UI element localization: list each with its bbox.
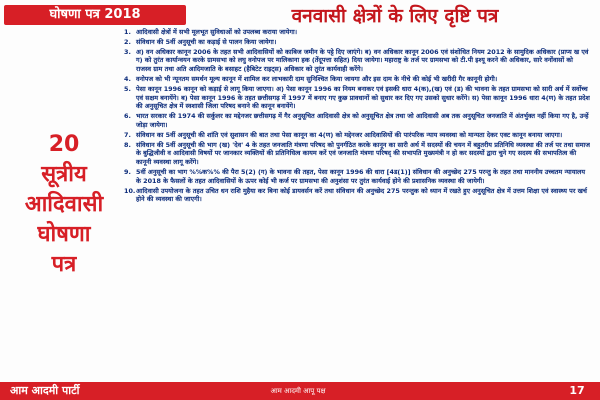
side-title-line: 20 (48, 132, 80, 157)
item-text: भारत सरकार की 1974 की सर्कुलर का मद्देनजर छत्तीसगढ़ में गैर अनुसूचित आदिवासी क्षेत्र को अनुसूचित क्षेत्र तथा जो आदिवासी अब तक अनुसूचित जनजाति में अंतर्भुक्त नहीं किया गए है, उन्हें जोड़ा जायेगा। (136, 112, 589, 129)
item-number: 8. (124, 140, 131, 149)
item-number: 10. (124, 186, 136, 195)
item-text: आदिवासी क्षेत्रों में सभी मूलभूत सुविधाओं को उपलब्ध कराया जायेगा। (136, 28, 298, 36)
list-item (124, 187, 590, 205)
item-number: 9. (124, 167, 131, 176)
item-text: संविधान की 5वीं अनुसूची की भाग (ख) 'देव' 4 के तहत जनजाति मंत्रणा परिषद को पुनर्गठित करके कानून का सारी अर्थ में सदस्यों की चयन में बहुतरीय प्रतिनिधि व्यवस्था की तर्ज पर तथा समाज के बुद्धिजीवी व आदिवासी विषयों पर जानकार व्यक्तियों की प्रतिनिधित्व कायम करें एवं जनजाति मंत्रणा परिषद् की सभापति मुख्यमंत्री न हो कर सदस्यों द्वारा चुने गए सदस्य की सभापतित्व की कानूनी व्यवस्था लागू करेंगे। (136, 140, 590, 167)
page-number: 17 (569, 384, 585, 397)
list-item (124, 75, 590, 84)
item-text: 5वीं अनुसूची का भाग %%क%% की पैरा 5(2) (ग) के भावना की तहत, पेसा कानून 1996 की धारा [4ड(1)] संविधान की अनुच्छेद 275 परन्तु के तहत तथा माननीय उच्चतम न्यायालय के 2018 के फैसलों के तहत आदिवासियों के ऊपर कोई भी कर्ज पर ग्रामसभा की अनुशंसा पर तुरंत कार्यवाई होने की प्रशासनिक व्यवस्था की जायेगी। (136, 167, 586, 185)
side-title-line: पत्र (51, 252, 77, 277)
manifesto-list (124, 28, 590, 380)
party-name: आम आदमी पार्टी (10, 384, 80, 397)
side-title-line: घोषणा (37, 222, 91, 247)
item-text: अ) वन अधिकार कानून 2006 के तहत सभी आदिवासियों को काबिज जमीन के पट्टे दिए जाएंगे। ब) वन अधिकार कानून 2006 एवं संशोधित नियम 2012 के सामुदिक अधिकार (प्राप्य ख एवं ग) को तुरंत कार्यान्वयन करके ग्रामसभा को लघु वनोपज पर मालिकाना हक (तेंदूपत्ता सहित) दिया जायेगा। महाराष्ट्र के तर्ज पर ग्रामसभा को टी.पी इश्यू करने की अधिकार, सारे वनोंवासों को राजस्व ग्राम तथा अति आदिमजाति के बसाहट (हैबिटेट राइट्स) अधिकार को तुरंत कार्यवाही करेंगे। (136, 47, 589, 74)
item-text: संविधान की 5वीं अनुसूची का कड़ाई से पालन किया जायेगा। (136, 37, 277, 46)
list-item (124, 28, 590, 37)
item-number: 1. (124, 28, 131, 36)
item-number: 4. (124, 74, 131, 83)
list-item (124, 168, 590, 186)
list-item (124, 85, 590, 111)
manifesto-badge: घोषणा पत्र 2018 (4, 5, 186, 25)
side-title-line: सूत्रीय (41, 162, 87, 187)
page-title: वनवासी क्षेत्रों के लिए दृष्टि पत्र (291, 5, 499, 27)
list-item (124, 48, 590, 74)
item-text: पेसा कानून 1996 कानून को कड़ाई से लागू किया जाएगा। अ) पेसा कानून 1996 का नियम बनाकर एवं इसकी धारा 4(क),(ख) एवं (ड) की भावना के तहत ग्रामसभा को सारी अर्थ में सर्वोच्च एवं सक्षम बनायेंगे। ब) पेसा कानून 1996 के तहत छत्तीसगढ़ में 1997 में बनाए गए कुछ प्रावधानों को सुधार कर दिए गए उसको सुधार करेंगे। स) पेसा कानून 1996 धारा 4(ण) के तहत प्रदेश की अनुसूचित क्षेत्र में स्वशासी जिला परिषद बनाने की कानून बनायेंगे। (136, 84, 590, 111)
side-title-line: आदिवासी (24, 192, 104, 217)
footer-center-text: आम आदमी आपू पक्ष (270, 387, 326, 395)
list-item (124, 38, 590, 47)
item-text: वनोपज को भी न्यूनतम समर्थन मूल्य कानून में शामिल कर लाभकारी दाम सुनिश्चित किया जायगा और इस दाम के नीचे की कोई भी खरीदी गैर कानूनी होगी। (136, 74, 498, 83)
item-number: 3. (124, 47, 131, 56)
item-number: 5. (124, 84, 131, 93)
item-number: 7. (124, 130, 131, 139)
list-item (124, 131, 590, 140)
item-number: 2. (124, 37, 131, 46)
item-text: आदिवासी उपयोजना के तहत उचित धन राशि मुहैया कर बिना कोई डायवर्सन करें तथा संविधान की अनुच्छेद 275 परन्तुक को ध्यान में रखते हुए अनुसूचित क्षेत्र में उत्तम शिक्षा एवं स्वास्थ्य पर खर्च होने की व्यवस्था की जाएगी। (136, 186, 587, 204)
side-title (5, 130, 123, 280)
list-item (124, 112, 590, 130)
item-text: संविधान का 5वीं अनुसूची की शांति एवं सुशासन की बात तथा पेसा कानून का 4(ण) को मद्देनजर आदिवासियों की पारंपरिक न्याय व्यवस्था को मान्यता देकर एक्ट कानून बनाया जाएगा। (136, 130, 563, 139)
list-item (124, 141, 590, 167)
item-number: 6. (124, 112, 131, 121)
